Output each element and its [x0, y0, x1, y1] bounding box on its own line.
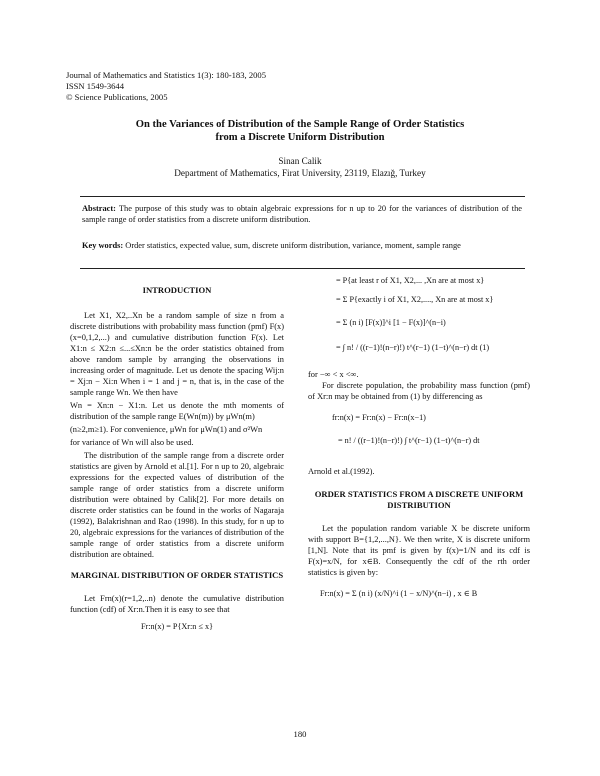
intro-paragraph-2: Wn = Xn:n − X1:n. Let us denote the mth moments of distribution of the sample range E(Wn(m)) by μWn(m) [70, 401, 284, 421]
top-divider [80, 196, 525, 197]
journal-header [66, 70, 266, 103]
author-affiliation: Department of Mathematics, Firat University, 23119, Elazığ, Turkey [174, 168, 426, 178]
citation-arnold: Arnold et al.(1992). [308, 467, 375, 476]
equation-5: fr:n(x) = Fr:n(x) − Fr:n(x−1) [332, 413, 426, 422]
equation-4: = ∫ n! / ((r−1)!(n−r)!) t^(r−1) (1−t)^(n−r) dt (1) [336, 343, 490, 352]
equation-1: = P{at least r of X1, X2,... ,Xn are at most x} [336, 276, 485, 285]
equation-cdf-def: Fr:n(x) = P{Xr:n ≤ x} [140, 622, 213, 631]
paper-title [60, 118, 540, 144]
abstract-label: Abstract: [82, 204, 116, 213]
intro-heading: INTRODUCTION [142, 285, 212, 295]
intro-paragraph-1: Let X1, X2,..Xn be a random sample of size n from a discrete distributions with probability mass function (pmf) F(x) (x=0,1,2,...) and cumulative distribution function F(x). Let X1:n ≤ X2:n ≤...≤Xn:n be the order statistics obtained from above random sample by arranging the observations in increasing order of magnitude. Let us denote the spacing Wij:n = Xj:n − Xi:n When i = 1 and j = n, that is, in the case of the sample range Wn. We then have [70, 311, 284, 397]
marginal-paragraph: Let Frn(x)(r=1,2,..n) denote the cumulative distribution function (cdf) of Xr:n.Then it is easy to see that [70, 594, 284, 614]
left-column [70, 285, 284, 632]
order-stats-paragraph: Let the population random variable X be discrete uniform with support B={1,2,...,N}. We then write, X is discrete uniform [1,N]. Note that its pmf is given by f(x)=1/N and its cdf is F(x)=x/N, for x∈B. Consequently the cdf of the rth order statistics is given by: [308, 524, 530, 577]
intro-paragraph-4: for variance of Wn will also be used. [70, 438, 194, 447]
author-name: Sinan Calik [278, 156, 322, 166]
page-number: 180 [293, 729, 307, 739]
journal-copyright: © Science Publications, 2005 [66, 92, 168, 102]
equation-2: = Σ P{exactly i of X1, X2,...., Xn are at most x} [336, 295, 494, 304]
title-line-2: from a Discrete Uniform Distribution [215, 132, 385, 143]
equation-7: Fr:n(x) = Σ (n i) (x/N)^i (1 − x/N)^(n−i) , x ∈ B [320, 589, 478, 598]
intro-paragraph-5: The distribution of the sample range from a discrete order statistics are given by Arnold et al.[1]. For n up to 20, algebraic expressions for the expected values of distribution of the sample range of order statistics from a discrete uniform distribution were obtained by Calik[2]. For more details on discrete order statistics can be found in the works of Nagaraja (1992), Balakrishnan and Rao (1998). In this study, for n up to 20, algebraic expressions for the variances of distribution of the sample range of order statistics from a discrete uniform distribution are obtained. [70, 451, 284, 559]
abstract [82, 203, 522, 225]
abstract-text: The purpose of this study was to obtain algebraic expressions for n up to 20 for the variances of distribution of the sample range of order statistics from a discrete uniform distribution. [82, 204, 522, 224]
range-text: for −∞ < x <∞. [308, 370, 359, 379]
journal-issn: ISSN 1549-3644 [66, 81, 125, 91]
right-column [308, 275, 530, 599]
order-stats-heading: ORDER STATISTICS FROM A DISCRETE UNIFORM DISTRIBUTION [314, 489, 524, 510]
equation-3: = Σ (n i) [F(x)]^i [1 − F(x)]^(n−i) [336, 318, 446, 327]
pmf-paragraph: For discrete population, the probability mass function (pmf) of Xr:n may be obtained from (1) by differencing as [308, 381, 530, 401]
keywords-label: Key words: [82, 241, 124, 250]
keywords-text: Order statistics, expected value, sum, discrete uniform distribution, variance, moment, sample range [123, 241, 461, 250]
marginal-heading: MARGINAL DISTRIBUTION OF ORDER STATISTICS [70, 570, 284, 580]
keywords [82, 240, 522, 251]
author-block [60, 155, 540, 179]
intro-paragraph-3: (n≥2,m≥1). For convenience, μWn for μWn(1) and σ²Wn [70, 425, 263, 434]
journal-citation: Journal of Mathematics and Statistics 1(3): 180-183, 2005 [66, 70, 267, 80]
bottom-divider [80, 268, 525, 269]
equation-6: = n! / ((r−1)!(n−r)!) ∫ t^(r−1) (1−t)^(n−r) dt [338, 436, 480, 445]
title-line-1: On the Variances of Distribution of the Sample Range of Order Statistics [135, 119, 465, 130]
